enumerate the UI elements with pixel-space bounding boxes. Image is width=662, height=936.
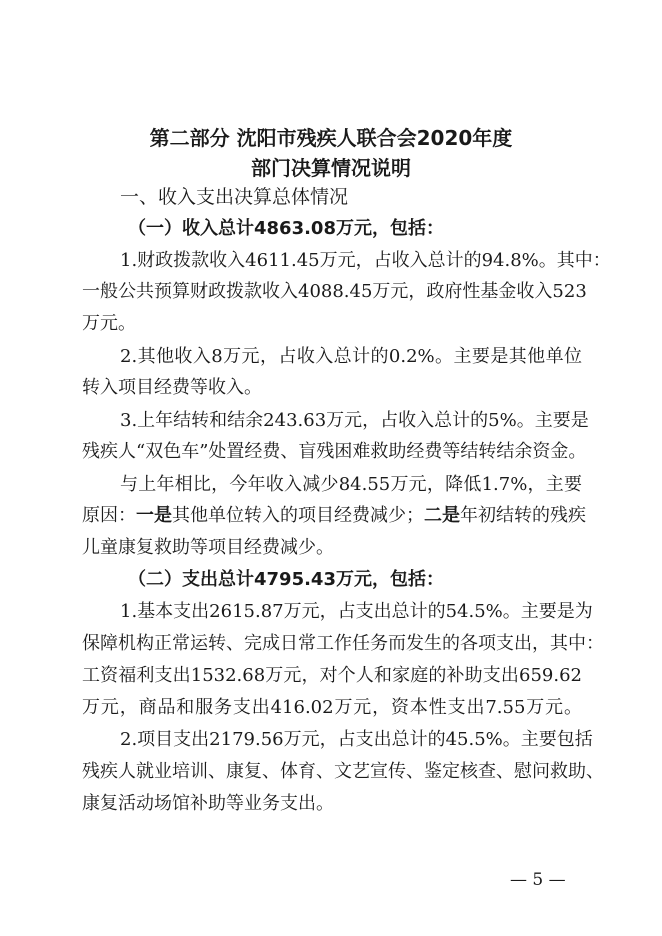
paragraph-line: 康复活动场馆补助等业务支出。 (82, 793, 334, 814)
income-heading: （一）收入总计4863.08万元，包括： (128, 218, 444, 239)
reason-line (82, 504, 586, 528)
bold-text: 一是 (136, 505, 172, 526)
paragraph-line: 儿童康复救助等项目经费减少。 (82, 537, 334, 558)
page-number: — 5 — (510, 870, 566, 890)
paragraph-line: 一般公共预算财政拨款收入4088.45万元，政府性基金收入523 (82, 281, 587, 302)
text: 原因： (82, 505, 136, 526)
paragraph-line: 2.其他收入8万元，占收入总计的0.2%。主要是其他单位 (120, 346, 582, 367)
text: 其他单位转入的项目经费减少； (172, 505, 424, 526)
doc-title-line2: 部门决算情况说明 (251, 156, 411, 180)
section-heading: 一、收入支出决算总体情况 (120, 186, 349, 208)
bold-text: 二是 (424, 505, 460, 526)
paragraph-line: 万元。 (82, 313, 136, 334)
paragraph-line: 3.上年结转和结余243.63万元，占收入总计的5%。主要是 (120, 410, 589, 431)
doc-title-line1: 第二部分 沈阳市残疾人联合会2020年度 (149, 126, 513, 150)
paragraph-line: 与上年相比，今年收入减少84.55万元，降低1.7%，主要 (120, 474, 582, 495)
paragraph-line: 工资福利支出1532.68万元，对个人和家庭的补助支出659.62 (82, 665, 582, 686)
paragraph-line: 残疾人“双色车”处置经费、盲残困难救助经费等结转结余资金。 (82, 441, 587, 462)
text: 年初结转的残疾 (460, 505, 586, 526)
paragraph-line: 转入项目经费等收入。 (82, 377, 262, 398)
paragraph-line: 2.项目支出2179.56万元，占支出总计的45.5%。主要包括 (120, 729, 593, 750)
paragraph-line: 万元，商品和服务支出416.02万元，资本性支出7.55万元。 (82, 697, 582, 718)
paragraph-line: 1.财政拨款收入4611.45万元，占收入总计的94.8%。其中： (120, 250, 611, 271)
paragraph-line: 保障机构正常运转、完成日常工作任务而发生的各项支出，其中： (82, 633, 604, 654)
expense-heading: （二）支出总计4795.43万元，包括： (128, 569, 444, 590)
paragraph-line: 残疾人就业培训、康复、体育、文艺宣传、鉴定核查、慰问救助、 (82, 761, 604, 782)
paragraph-line: 1.基本支出2615.87万元，占支出总计的54.5%。主要是为 (120, 601, 593, 622)
